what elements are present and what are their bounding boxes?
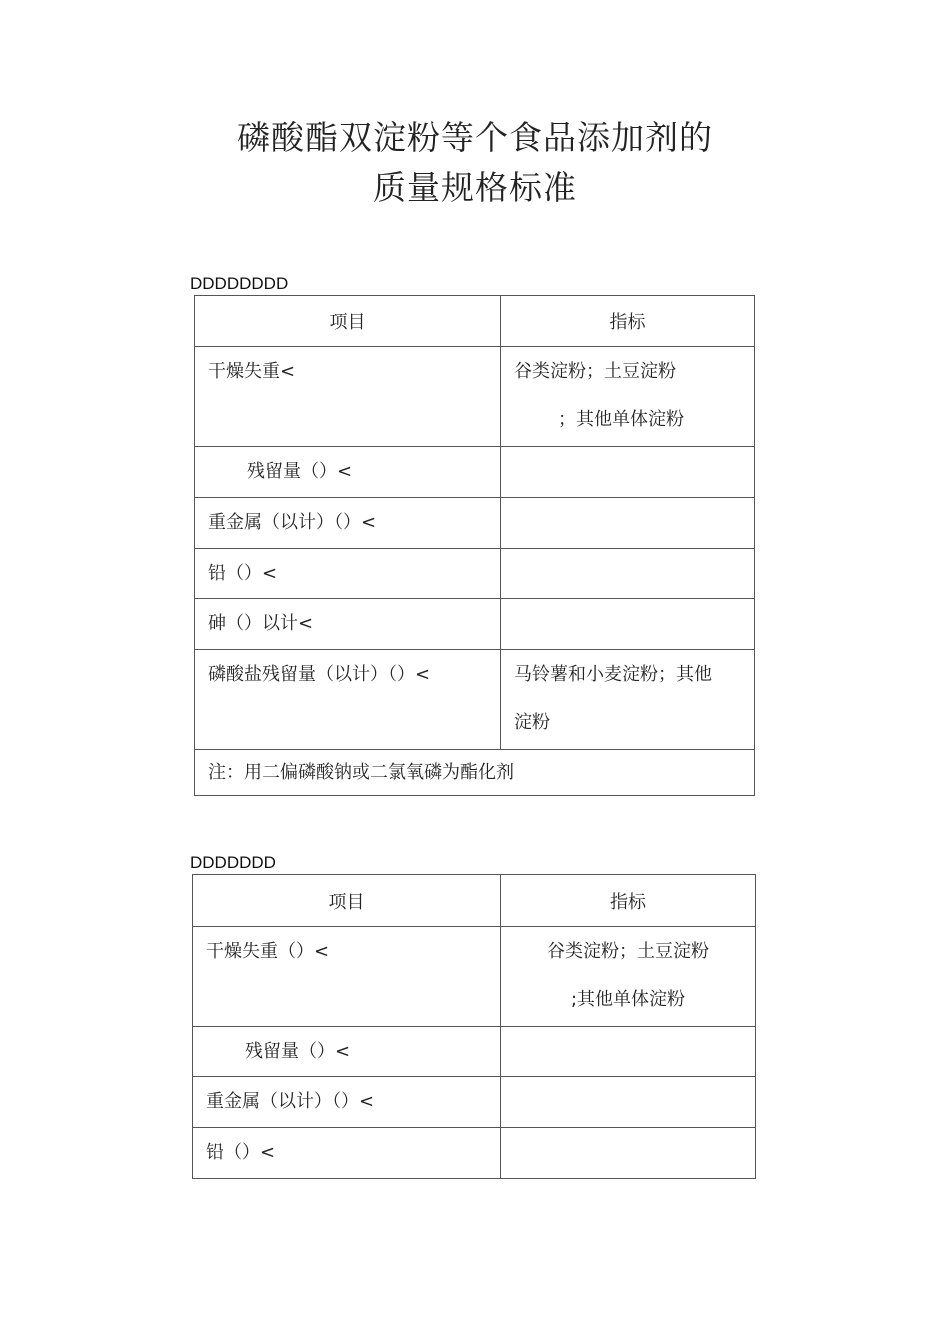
row-spec-line-2: ;其他单体淀粉 <box>570 989 686 1010</box>
table2-label: DDDDDDD <box>190 853 276 872</box>
row-spec-line-1: 马铃薯和小麦淀粉；其他 <box>514 664 712 685</box>
row-spec <box>501 1027 756 1077</box>
row-item-text: 重金属（以计）（）< <box>208 512 377 533</box>
row-spec <box>501 1128 756 1179</box>
spec-table-2 <box>192 874 756 1179</box>
header-spec: 指标 <box>501 875 756 927</box>
table-note-row <box>195 750 755 796</box>
row-item-text: 铅（）< <box>206 1142 276 1163</box>
row-item <box>193 1077 501 1128</box>
table-row <box>195 447 755 498</box>
row-item <box>195 599 501 650</box>
row-item <box>195 650 501 750</box>
row-item <box>193 1027 501 1077</box>
row-spec <box>501 1077 756 1128</box>
table-row <box>193 927 756 1027</box>
header-item: 项目 <box>193 875 501 927</box>
row-spec <box>501 447 755 498</box>
table-header-row <box>193 875 756 927</box>
header-item: 项目 <box>195 296 501 347</box>
header-spec: 指标 <box>501 296 755 347</box>
row-item-text: 磷酸盐残留量（以计）（）< <box>208 664 431 685</box>
row-spec <box>501 347 755 447</box>
row-item-text: 残留量（）< <box>245 1041 351 1062</box>
row-spec <box>501 549 755 599</box>
row-item-text: 残留量（）< <box>247 461 353 482</box>
row-item <box>193 927 501 1027</box>
row-item-text: 干燥失重（）< <box>206 941 330 962</box>
row-item <box>193 1128 501 1179</box>
row-item <box>195 447 501 498</box>
table-row <box>195 498 755 549</box>
row-item-text: 重金属（以计）（）< <box>206 1091 375 1112</box>
row-spec <box>501 650 755 750</box>
document-title-line-2: 质量规格标准 <box>373 168 577 207</box>
table-row <box>193 1128 756 1179</box>
table-row <box>195 347 755 447</box>
row-spec-line-2: ；其他单体淀粉 <box>558 409 684 430</box>
row-item-text: 砷（）以计< <box>208 613 314 634</box>
table-note-text: 注：用二偏磷酸钠或二氯氧磷为酯化剂 <box>208 762 514 783</box>
document-title-line-1: 磷酸酯双淀粉等个食品添加剂的 <box>237 118 713 157</box>
table-row <box>193 1027 756 1077</box>
row-spec-line-1: 谷类淀粉；土豆淀粉 <box>514 361 676 382</box>
table1-label: DDDDDDDD <box>190 274 289 293</box>
table-note <box>195 750 755 796</box>
row-spec <box>501 927 756 1027</box>
row-spec-line-2: 淀粉 <box>514 712 550 733</box>
table-row <box>195 599 755 650</box>
row-item-text: 铅（）< <box>208 563 278 584</box>
table-row <box>195 549 755 599</box>
row-spec-line-1: 谷类淀粉；土豆淀粉 <box>547 941 709 962</box>
row-item-text: 干燥失重< <box>208 361 296 382</box>
row-spec <box>501 498 755 549</box>
table-row <box>195 650 755 750</box>
table-row <box>193 1077 756 1128</box>
row-item <box>195 347 501 447</box>
table-header-row <box>195 296 755 347</box>
row-item <box>195 498 501 549</box>
spec-table-1 <box>194 295 755 796</box>
row-spec <box>501 599 755 650</box>
row-item <box>195 549 501 599</box>
